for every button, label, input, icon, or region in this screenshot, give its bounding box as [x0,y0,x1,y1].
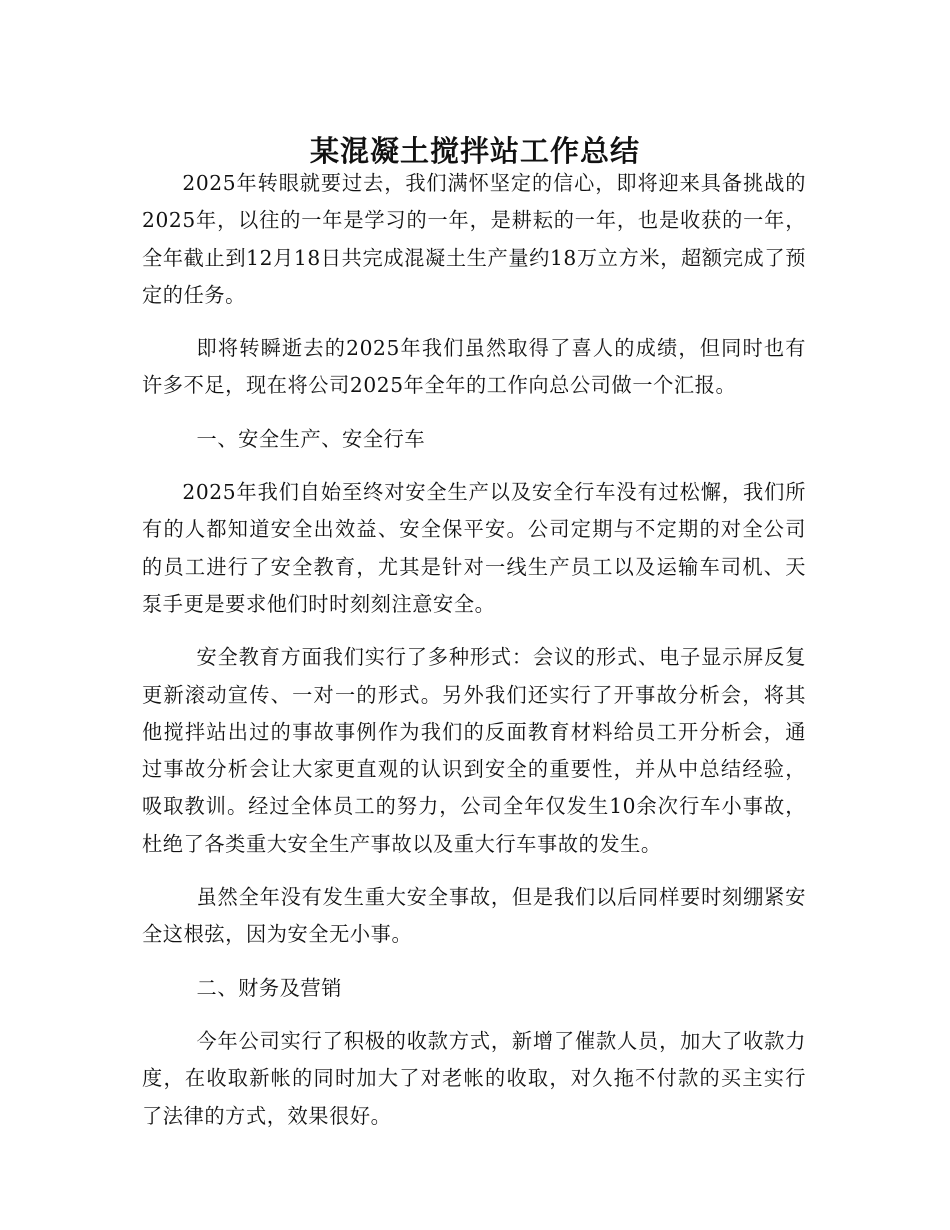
paragraph-finance: 今年公司实行了积极的收款方式，新增了催款人员，加大了收款力度，在收取新帐的同时加大了对老帐的收取，对久拖不付款的买主实行了法律的方式，效果很好。 [142,1028,806,1128]
section-heading-finance: 二、财务及营销 [196,975,343,1000]
paragraph-summary: 即将转瞬逝去的2025年我们虽然取得了喜人的成绩，但同时也有许多不足，现在将公司2025年全年的工作向总公司做一个汇报。 [142,336,806,398]
paragraph-safety-conclusion: 虽然全年没有发生重大安全事故，但是我们以后同样要时刻绷紧安全这根弦，因为安全无小事。 [142,885,806,947]
section-heading-safety: 一、安全生产、安全行车 [196,426,426,451]
paragraph-safety-overview: 2025年我们自始至终对安全生产以及安全行车没有过松懈，我们所有的人都知道安全出效益、安全保平安。公司定期与不定期的对全公司的员工进行了安全教育，尤其是针对一线生产员工以及运输车司机、天泵手更是要求他们时时刻刻注意安全。 [142,480,806,616]
document-title: 某混凝土搅拌站工作总结 [309,134,640,169]
paragraph-intro: 2025年转眼就要过去，我们满怀坚定的信心，即将迎来具备挑战的2025年，以往的一年是学习的一年，是耕耘的一年，也是收获的一年，全年截止到12月18日共完成混凝土生产量约18万立方米，超额完成了预定的任务。 [142,171,806,307]
document-body [142,165,806,1151]
paragraph-safety-education: 安全教育方面我们实行了多种形式：会议的形式、电子显示屏反复更新滚动宣传、一对一的形式。另外我们还实行了开事故分析会，将其他搅拌站出过的事故事例作为我们的反面教育材料给员工开分析会，通过事故分析会让大家更直观的认识到安全的重要性，并从中总结经验，吸取教训。经过全体员工的努力，公司全年仅发生10余次行车小事故，杜绝了各类重大安全生产事故以及重大行车事故的发生。 [142,645,806,856]
